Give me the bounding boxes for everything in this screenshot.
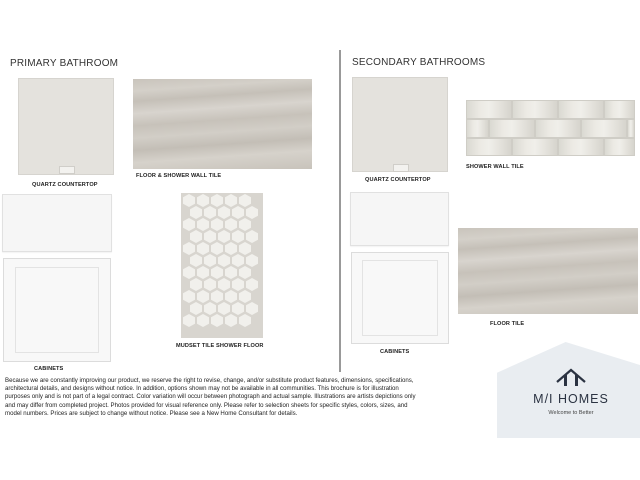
- hex-tile: [204, 206, 216, 219]
- primary-mudset-tile-swatch: [181, 193, 263, 338]
- hex-tile: [183, 242, 195, 255]
- hex-tile: [232, 254, 244, 267]
- hex-tile: [204, 278, 216, 291]
- hex-tile: [246, 206, 258, 219]
- hex-tile: [246, 302, 258, 315]
- secondary-quartz-swatch: [352, 77, 448, 172]
- hex-tile: [197, 242, 209, 255]
- secondary-quartz-label: QUARTZ COUNTERTOP: [365, 177, 431, 183]
- hex-tile: [190, 302, 202, 315]
- mi-homes-logo: [506, 362, 636, 422]
- primary-cabinets-label: CABINETS: [34, 366, 64, 372]
- logo-name: M/I HOMES: [533, 392, 609, 406]
- hex-tile: [225, 218, 237, 231]
- primary-cabinet-door-swatch: [3, 258, 111, 362]
- hex-tile: [218, 278, 230, 291]
- hex-tile: [183, 266, 195, 279]
- secondary-shower-wall-label: SHOWER WALL TILE: [466, 164, 524, 170]
- primary-quartz-swatch: [18, 78, 114, 175]
- subway-tile: [558, 100, 604, 119]
- subway-tile: [558, 138, 604, 156]
- hex-tile: [183, 194, 195, 207]
- primary-quartz-label: QUARTZ COUNTERTOP: [32, 182, 98, 188]
- secondary-cabinet-door-swatch: [351, 252, 449, 344]
- secondary-floor-tile-swatch: [458, 228, 638, 314]
- hex-tile: [239, 194, 251, 207]
- hex-tile: [218, 206, 230, 219]
- subway-tile: [627, 119, 635, 138]
- hex-tile: [204, 302, 216, 315]
- subway-tile: [604, 138, 635, 156]
- primary-bathroom-title: PRIMARY BATHROOM: [10, 58, 119, 69]
- hex-tile: [225, 242, 237, 255]
- hex-tile: [232, 206, 244, 219]
- secondary-floor-tile-label: FLOOR TILE: [490, 321, 525, 327]
- hex-tile: [211, 290, 223, 303]
- primary-mudset-label: MUDSET TILE SHOWER FLOOR: [176, 343, 264, 349]
- hex-tile: [239, 242, 251, 255]
- hex-tile: [190, 278, 202, 291]
- hex-tile: [246, 230, 258, 243]
- hex-tile: [183, 314, 195, 327]
- hex-tile: [190, 254, 202, 267]
- hex-tile: [204, 230, 216, 243]
- hex-tile: [232, 230, 244, 243]
- hex-tile: [225, 290, 237, 303]
- hex-tile: [211, 314, 223, 327]
- house-roof-icon: [506, 362, 636, 386]
- hex-tile: [211, 218, 223, 231]
- hex-tile: [211, 242, 223, 255]
- subway-tile: [535, 119, 581, 138]
- hex-tile: [204, 254, 216, 267]
- subway-tile: [512, 100, 558, 119]
- secondary-cabinets-label: CABINETS: [380, 349, 410, 355]
- hex-tile: [239, 314, 251, 327]
- subway-tile: [604, 100, 635, 119]
- hex-tile: [197, 290, 209, 303]
- cabinet-panel: [15, 267, 100, 353]
- hex-tile: [218, 302, 230, 315]
- subway-tile: [489, 119, 535, 138]
- hex-tile: [239, 218, 251, 231]
- hex-tile: [232, 302, 244, 315]
- hex-tile: [239, 290, 251, 303]
- hex-tile: [218, 254, 230, 267]
- hex-tile: [211, 194, 223, 207]
- hex-tile: [197, 266, 209, 279]
- subway-tile: [581, 119, 627, 138]
- secondary-bathrooms-title: SECONDARY BATHROOMS: [352, 57, 486, 68]
- sample-tag-icon: [59, 166, 75, 174]
- hex-tile: [190, 206, 202, 219]
- hex-tile: [197, 194, 209, 207]
- hex-tile: [225, 266, 237, 279]
- cabinet-panel: [362, 260, 439, 336]
- hex-tile: [183, 290, 195, 303]
- disclaimer-text: Because we are constantly improving our product, we reserve the right to revise, change, and/or substitute product features, dimensions, specifications, architectural details, and designs without notice. In addition, options shown may not be available in all communities. This brochure is for illustration purposes only and is not part of a legal contract. Color variation will occur between photograph and actual sample. Illustrations are artists depictions only and may differ from completed project. Photos provided for visual reference only. Please refer to selection sheets for specific styles, colors, sizes, and model numbers. Prices are subject to change without notice. Please see a New Home Consultant for details.: [5, 377, 416, 417]
- subway-tile: [466, 119, 489, 138]
- primary-floor-wall-label: FLOOR & SHOWER WALL TILE: [136, 173, 222, 179]
- hex-tile: [197, 314, 209, 327]
- sample-tag-icon: [393, 164, 409, 172]
- hex-tile: [246, 278, 258, 291]
- hex-tile: [190, 230, 202, 243]
- subway-tile: [466, 100, 512, 119]
- subway-tile: [512, 138, 558, 156]
- hex-tile: [183, 218, 195, 231]
- hex-tile: [211, 266, 223, 279]
- hex-tile: [246, 254, 258, 267]
- hex-tile: [197, 218, 209, 231]
- hex-tile: [225, 194, 237, 207]
- section-divider: [339, 50, 341, 372]
- subway-tile: [466, 138, 512, 156]
- secondary-cabinet-drawer-swatch: [350, 192, 449, 246]
- logo-tagline: Welcome to Better: [548, 410, 594, 416]
- hex-tile: [218, 230, 230, 243]
- secondary-shower-wall-tile-swatch: [466, 100, 635, 156]
- hex-tile: [239, 266, 251, 279]
- hex-tile: [232, 278, 244, 291]
- hex-tile: [225, 314, 237, 327]
- primary-cabinet-drawer-swatch: [2, 194, 112, 252]
- primary-floor-wall-tile-swatch: [133, 79, 312, 169]
